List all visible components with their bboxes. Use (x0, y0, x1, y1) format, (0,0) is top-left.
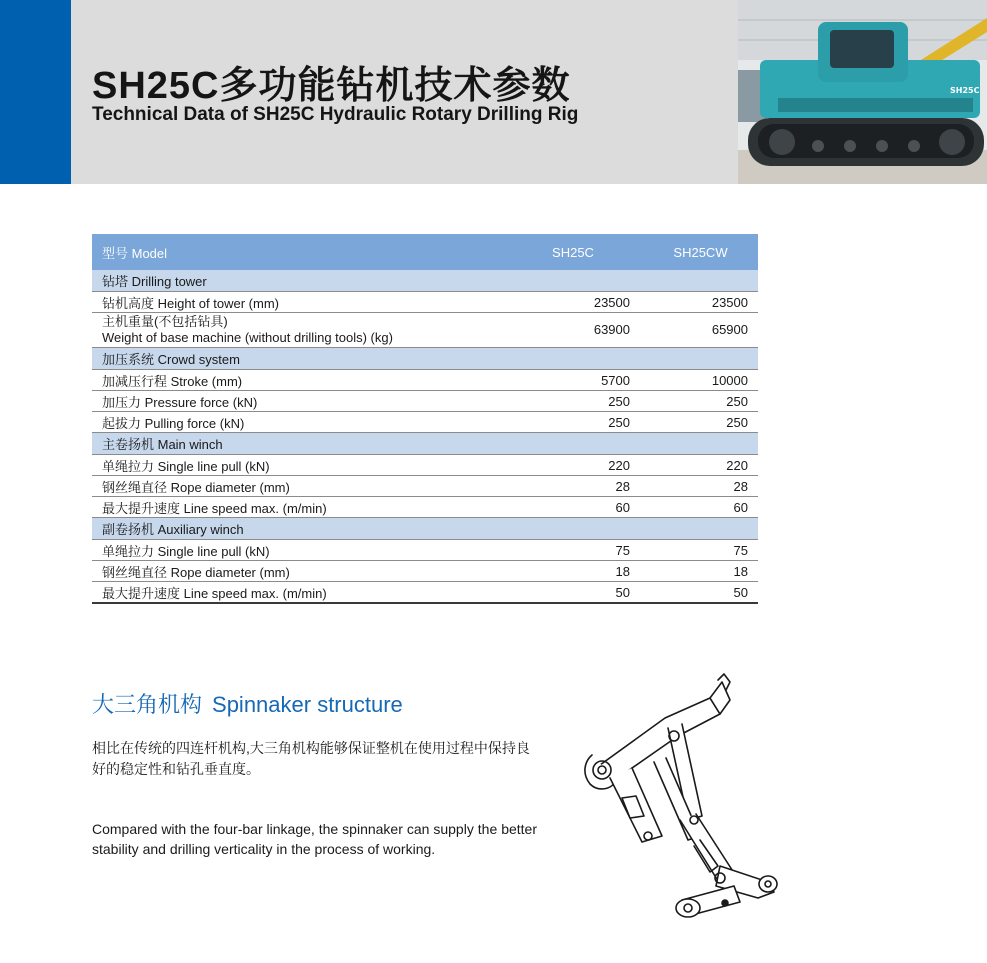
value-sh25cw: 250 (643, 391, 758, 412)
page-title-cn: SH25C多功能钻机技术参数 (92, 65, 571, 107)
header-sh25c: SH25C (503, 234, 643, 270)
section-drilling-tower: 钻塔 Drilling tower (92, 270, 758, 292)
table-row (92, 313, 758, 348)
value-sh25cw: 28 (643, 476, 758, 497)
technical-data-table (92, 234, 758, 604)
value-sh25c: 23500 (503, 292, 643, 313)
section-row (92, 518, 758, 540)
value-sh25c: 75 (503, 540, 643, 561)
row-label (92, 313, 503, 348)
section-row (92, 348, 758, 370)
table-row (92, 540, 758, 561)
row-label-en: Weight of base machine (without drilling tools) (kg) (102, 330, 393, 345)
value-sh25cw: 60 (643, 497, 758, 518)
row-label-cn: 主机重量(不包括钻具) (102, 314, 228, 329)
value-sh25c: 5700 (503, 370, 643, 391)
section-row (92, 433, 758, 455)
table-row (92, 455, 758, 476)
value-sh25cw: 220 (643, 455, 758, 476)
table-row (92, 561, 758, 582)
value-sh25cw: 18 (643, 561, 758, 582)
photo-badge: SH25C (950, 86, 980, 95)
table-row (92, 391, 758, 412)
value-sh25c: 18 (503, 561, 643, 582)
table-header-row (92, 234, 758, 270)
row-label: 钢丝绳直径 Rope diameter (mm) (92, 476, 503, 497)
section-main-winch: 主卷扬机 Main winch (92, 433, 758, 455)
accent-bar (0, 0, 71, 184)
row-label: 最大提升速度 Line speed max. (m/min) (92, 582, 503, 604)
row-label: 最大提升速度 Line speed max. (m/min) (92, 497, 503, 518)
value-sh25c: 220 (503, 455, 643, 476)
header-banner (0, 0, 987, 184)
table-row (92, 292, 758, 313)
row-label: 钻机高度 Height of tower (mm) (92, 292, 503, 313)
row-label: 加压力 Pressure force (kN) (92, 391, 503, 412)
row-label: 单绳拉力 Single line pull (kN) (92, 455, 503, 476)
value-sh25c: 28 (503, 476, 643, 497)
value-sh25cw: 23500 (643, 292, 758, 313)
spinnaker-title-cn: 大三角机构 (92, 692, 203, 717)
page-title-en: Technical Data of SH25C Hydraulic Rotary Drilling Rig (92, 104, 579, 125)
table-row (92, 370, 758, 391)
spinnaker-title-en: Spinnaker structure (212, 692, 403, 717)
value-sh25c: 63900 (503, 313, 643, 348)
table-row (92, 582, 758, 604)
value-sh25c: 250 (503, 391, 643, 412)
value-sh25c: 50 (503, 582, 643, 604)
section-auxiliary-winch: 副卷扬机 Auxiliary winch (92, 518, 758, 540)
table-row (92, 412, 758, 433)
header-sh25cw: SH25CW (643, 234, 758, 270)
value-sh25cw: 65900 (643, 313, 758, 348)
spinnaker-description-en: Compared with the four-bar linkage, the spinnaker can supply the better stability and drilling verticality in the process of working. (92, 821, 537, 857)
table-row (92, 497, 758, 518)
row-label: 单绳拉力 Single line pull (kN) (92, 540, 503, 561)
value-sh25cw: 10000 (643, 370, 758, 391)
value-sh25cw: 75 (643, 540, 758, 561)
value-sh25c: 60 (503, 497, 643, 518)
machine-photo (738, 0, 987, 184)
section-row (92, 270, 758, 292)
spinnaker-section-title (92, 688, 403, 719)
table-row (92, 476, 758, 497)
row-label: 加减压行程 Stroke (mm) (92, 370, 503, 391)
value-sh25c: 250 (503, 412, 643, 433)
spinnaker-structure-diagram (570, 670, 785, 935)
spinnaker-description-cn: 相比在传统的四连杆机构,大三角机构能够保证整机在使用过程中保持良好的稳定性和钻孔垂直度。 (92, 740, 530, 777)
value-sh25cw: 250 (643, 412, 758, 433)
value-sh25cw: 50 (643, 582, 758, 604)
header-model: 型号 Model (92, 234, 503, 270)
row-label: 起拔力 Pulling force (kN) (92, 412, 503, 433)
section-crowd-system: 加压系统 Crowd system (92, 348, 758, 370)
row-label: 钢丝绳直径 Rope diameter (mm) (92, 561, 503, 582)
